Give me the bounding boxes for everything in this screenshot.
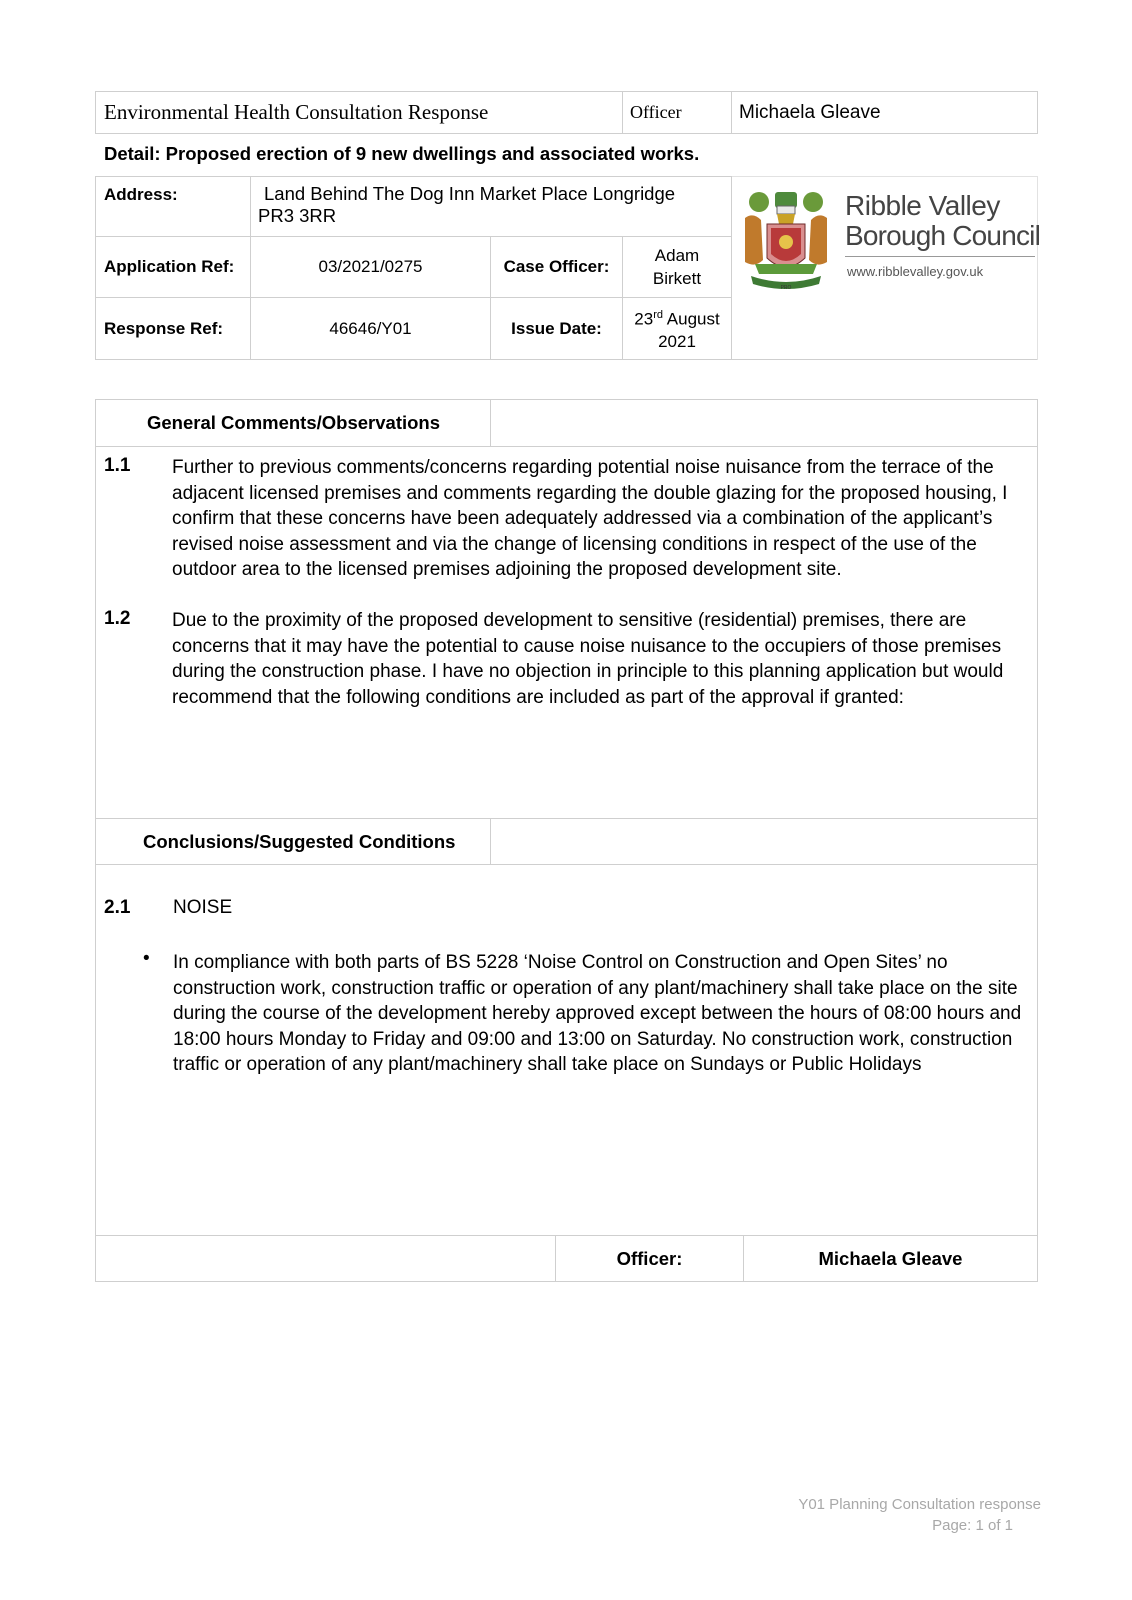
detail-line: Detail: Proposed erection of 9 new dwellings and associated works. — [104, 143, 700, 164]
issue-date-value — [623, 298, 731, 359]
footer-page-number: Page: 1 of 1 — [932, 1517, 1013, 1534]
document-title: Environmental Health Consultation Response — [104, 100, 489, 124]
general-heading: General Comments/Observations — [147, 412, 441, 433]
address-line-1: Land Behind The Dog Inn Market Place Longridge — [264, 183, 676, 204]
bullet-icon: • — [143, 948, 150, 969]
svg-text:PRO: PRO — [780, 285, 792, 291]
council-logo — [737, 188, 1041, 292]
address-line-2: PR3 3RR — [258, 205, 337, 226]
response-ref-value: 46646/Y01 — [329, 318, 412, 338]
paragraph-1-1: Further to previous comments/concerns regarding potential noise nuisance from the terrace of the adjacent licensed premises and comments regarding the double glazing for the proposed housing, I confirm that these concerns have been adequately addressed via a combination of the applicant’s revised noise assessment and via the change of licensing conditions in respect of the use of the outdoor area to the licensed premises adjoining the proposed development site. — [172, 457, 1008, 580]
logo-line-1: Ribble Valley — [845, 190, 1000, 221]
coat-of-arms-icon — [737, 188, 835, 292]
conclusions-heading: Conclusions/Suggested Conditions — [143, 830, 456, 852]
officer-label: Officer — [630, 102, 682, 122]
issue-date-suffix: rd — [653, 308, 663, 321]
address-label: Address: — [104, 185, 178, 204]
noise-title: NOISE — [173, 897, 233, 918]
item-number: 1.2 — [104, 608, 131, 629]
footer-doc-name: Y01 Planning Consultation response — [798, 1496, 1041, 1513]
logo-url: www.ribblevalley.gov.uk — [847, 264, 984, 279]
address-value — [258, 183, 675, 227]
issue-date-year: 2021 — [658, 332, 696, 352]
signoff-officer-name: Michaela Gleave — [818, 1247, 963, 1269]
issue-date-day: 23 — [634, 309, 654, 329]
application-ref-value: 03/2021/0275 — [318, 257, 423, 276]
noise-condition-text: In compliance with both parts of BS 5228 ‘Noise Control on Construction and Open Sites’ no construction work, construction traffic or operation of any plant/machinery shall take place on the site during the course of the development hereby approved except between the hours of 08:00 hours and 18:00 hours Monday to Friday and 09:00 and 13:00 on Saturday. No construction work, construction traffic or operation of any plant/machinery shall take place on Sundays or Public Holidays — [173, 952, 1022, 1075]
paragraph-1-2: Due to the proximity of the proposed development to sensitive (residential) premises, there are concerns that it may have the potential to cause noise nuisance to the occupiers of those premises during the construction phase. I have no objection in principle to this planning application but would recommend that the following conditions are included as part of the approval if granted: — [172, 610, 1004, 708]
case-officer-label: Case Officer: — [503, 257, 610, 276]
response-ref-label: Response Ref: — [104, 318, 224, 338]
signoff-officer-label: Officer: — [616, 1247, 683, 1269]
application-ref-label: Application Ref: — [104, 257, 235, 276]
case-officer-line-1: Adam — [654, 246, 700, 265]
item-number: 2.1 — [104, 897, 131, 918]
case-officer-value — [623, 237, 731, 297]
logo-line-2: Borough Council — [845, 220, 1041, 251]
case-officer-line-2: Birkett — [652, 269, 702, 288]
issue-date-label: Issue Date: — [511, 318, 602, 338]
officer-name: Michaela Gleave — [739, 101, 881, 123]
issue-date-month: August — [666, 309, 720, 329]
item-number: 1.1 — [104, 455, 131, 476]
